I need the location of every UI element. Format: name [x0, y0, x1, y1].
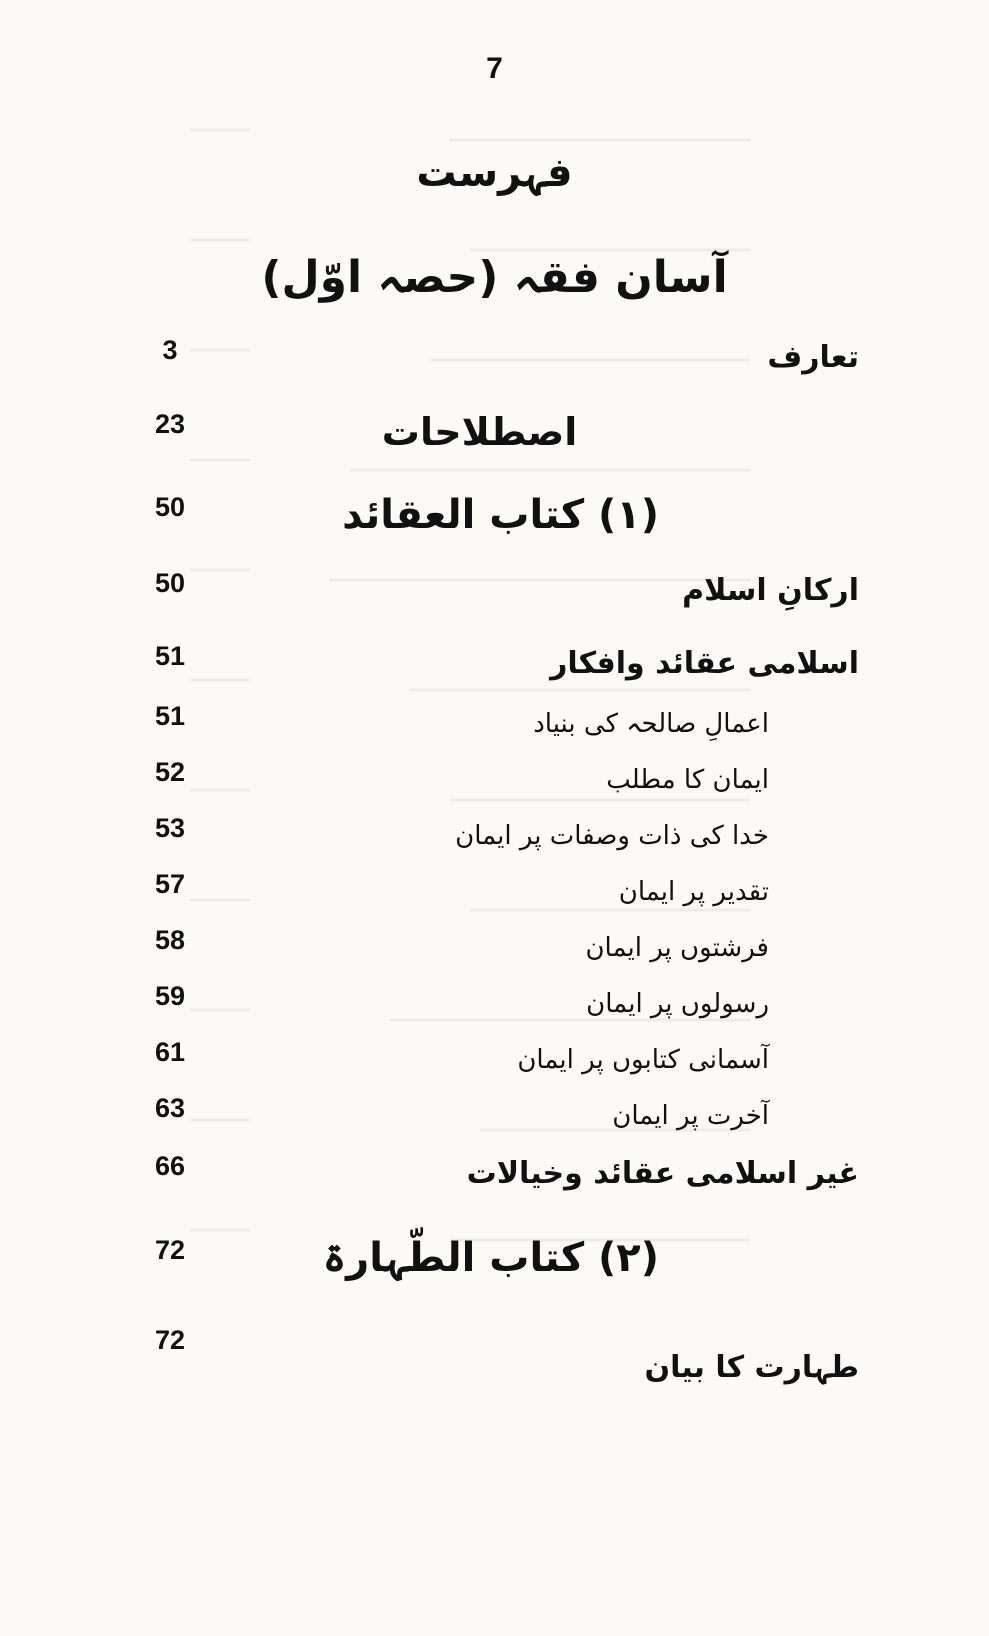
toc-row	[0, 920, 989, 976]
toc-page-number: 53	[154, 813, 186, 843]
toc-row	[0, 1230, 989, 1286]
toc-row	[0, 1032, 989, 1088]
toc-page-number: 72	[154, 1325, 186, 1355]
toc-page-number: 63	[154, 1093, 186, 1123]
toc-page-number: 72	[154, 1235, 186, 1265]
toc-row	[0, 563, 989, 619]
toc-subentry-label: آخرت پر ایمان	[612, 1101, 769, 1131]
toc-entry-label: طہارت کا بیان	[644, 1350, 859, 1385]
toc-row	[0, 976, 989, 1032]
toc-book-label: (۱) کتاب العقائد	[342, 492, 659, 538]
toc-row	[0, 1088, 989, 1144]
toc-row	[0, 1146, 989, 1202]
toc-page-number: 61	[154, 1037, 186, 1067]
toc-row	[0, 330, 989, 386]
toc-row	[0, 487, 989, 543]
toc-entry-label: غیر اسلامی عقائد وخیالات	[466, 1156, 859, 1191]
contents-title: فہرست	[416, 150, 573, 196]
toc-page-number: 51	[154, 641, 186, 671]
toc-subentry-label: رسولوں پر ایمان	[586, 989, 769, 1019]
toc-row	[0, 752, 989, 808]
toc-entry-label: تعارف	[767, 340, 859, 375]
toc-page-number: 3	[162, 335, 178, 365]
toc-subentry-label: آسمانی کتابوں پر ایمان	[517, 1045, 769, 1075]
toc-page-number: 58	[154, 925, 186, 955]
page-number: 7	[486, 52, 503, 85]
toc-entry-label: اسلامی عقائد وافکار	[550, 646, 859, 681]
book-subtitle: آسان فقہ (حصہ اوّل)	[261, 252, 728, 303]
toc-subentry-label: خدا کی ذات وصفات پر ایمان	[455, 821, 769, 851]
toc-subentry-label: فرشتوں پر ایمان	[585, 933, 769, 963]
toc-row	[0, 404, 989, 460]
toc-subentry-label: ایمان کا مطلب	[606, 765, 769, 795]
toc-page-number: 59	[154, 981, 186, 1011]
toc-row	[0, 1320, 989, 1385]
toc-subentry-label: تقدیر پر ایمان	[618, 877, 769, 907]
toc-row	[0, 808, 989, 864]
toc-page-number: 50	[154, 492, 186, 522]
toc-section-label: اصطلاحات	[381, 410, 578, 454]
toc-subentry-label: اعمالِ صالحہ کی بنیاد	[533, 709, 769, 739]
toc-row	[0, 636, 989, 692]
toc-page-number: 23	[154, 409, 186, 439]
toc-row	[0, 696, 989, 752]
toc-page-number: 51	[154, 701, 186, 731]
toc-page-number: 57	[154, 869, 186, 899]
toc-page-number: 52	[154, 757, 186, 787]
toc-page-number: 50	[154, 568, 186, 598]
toc-book-label: (۲) کتاب الطّہارۃ	[322, 1235, 659, 1281]
toc-entry-label: ارکانِ اسلام	[682, 573, 859, 608]
toc-page-number: 66	[154, 1151, 186, 1181]
toc-row	[0, 864, 989, 920]
